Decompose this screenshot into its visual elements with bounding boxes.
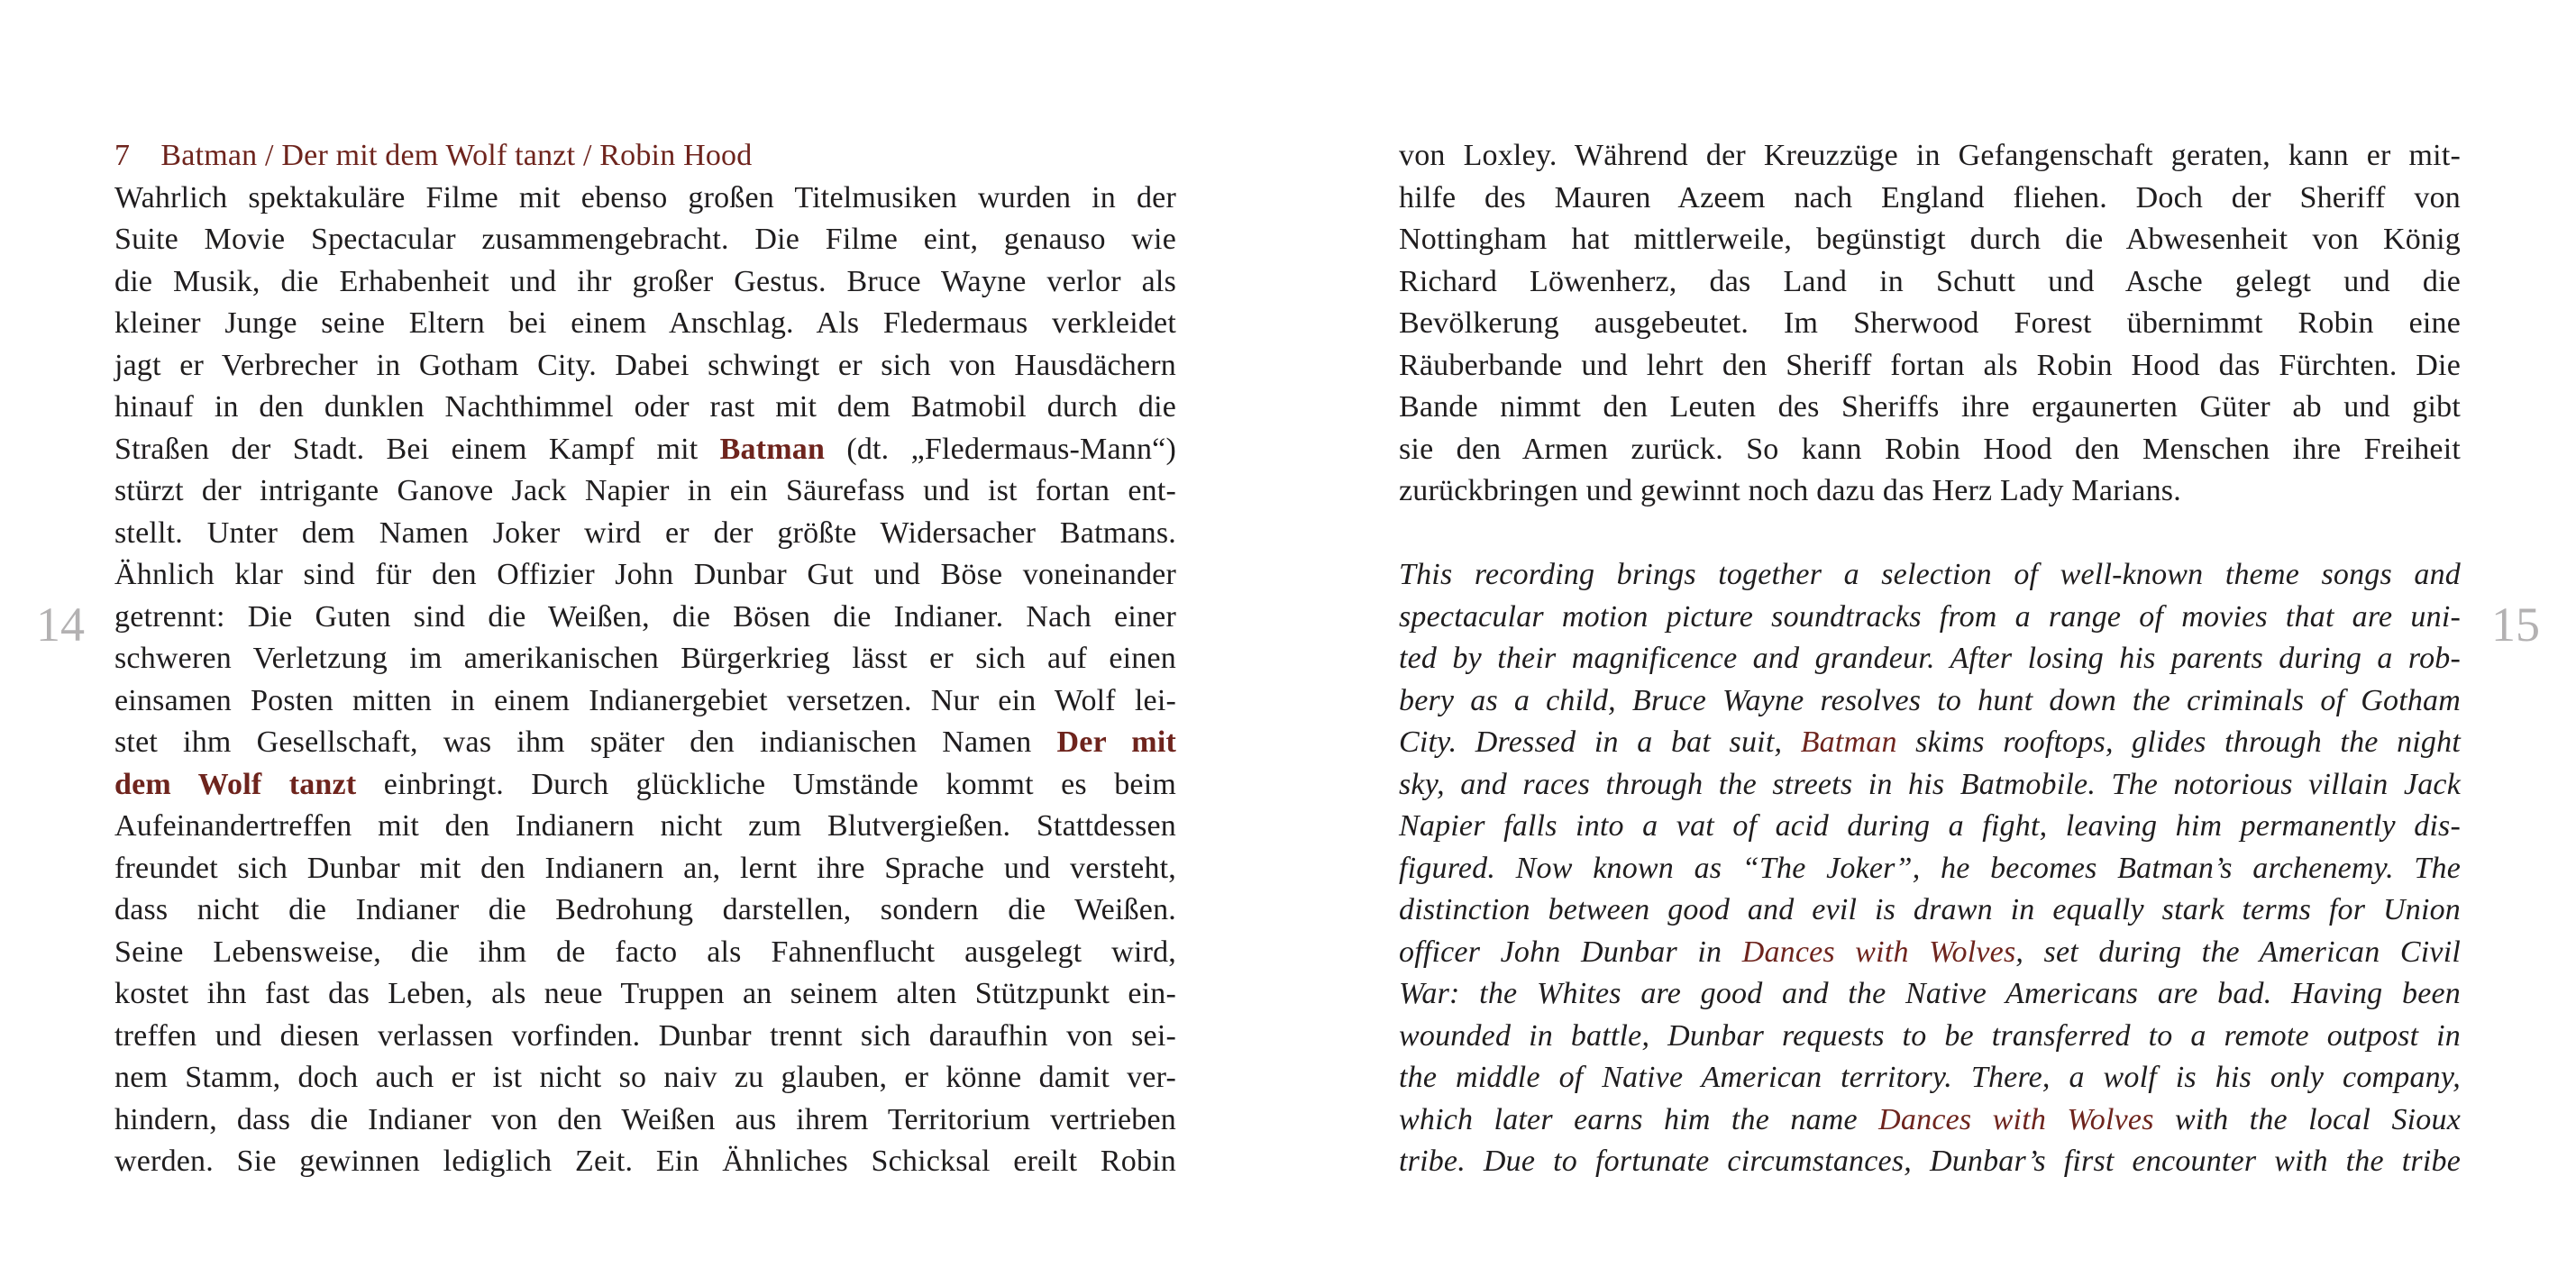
translation-line-en: distinction between good and evil is drawn in equally stark terms for Union [1399, 893, 2461, 926]
body-line-de: zurückbringen und gewinnt noch dazu das Herz Lady Marians. [1399, 474, 2181, 507]
body-line-de: nem Stamm, doch auch er ist nicht so naiv zu glauben, er könne damit ver- [114, 1061, 1176, 1094]
body-line-de: Straßen der Stadt. Bei einem Kampf mit Batman (dt. „Fledermaus-Mann“) [114, 432, 1176, 466]
body-line-de: hinauf in den dunklen Nachthimmel oder rast mit dem Batmobil durch die [114, 390, 1176, 424]
translation-line-en: spectacular motion picture soundtracks from a range of movies that are uni- [1399, 599, 2461, 634]
translation-line-en: the middle of Native American territory. There, a wolf is his only company, [1399, 1061, 2461, 1094]
page-number-right: 15 [2491, 597, 2540, 652]
body-line-de: werden. Sie gewinnen lediglich Zeit. Ein Ähnliches Schicksal ereilt Robin [114, 1145, 1176, 1178]
highlighted-title: Dances with Wolves [1878, 1102, 2154, 1136]
body-line-de: die Musik, die Erhabenheit und ihr großer Gestus. Bruce Wayne verlor als [114, 264, 1176, 298]
body-line-de: schweren Verletzung im amerikanischen Bürgerkrieg lässt er sich auf einen [114, 642, 1176, 675]
body-line-de: Ähnlich klar sind für den Offizier John Dunbar Gut und Böse voneinander [114, 558, 1176, 591]
translation-line-en: ted by their magnificence and grandeur. After losing his parents during a rob- [1399, 642, 2461, 675]
body-line-de: freundet sich Dunbar mit den Indianern an, lernt ihre Sprache und versteht, [114, 851, 1176, 885]
body-line-de: getrennt: Die Guten sind die Weißen, die Bösen die Indianer. Nach einer [114, 599, 1176, 634]
body-line-de: Räuberbande und lehrt den Sheriff fortan als Robin Hood das Fürchten. Die [1399, 348, 2461, 382]
highlighted-title: Dances with Wolves [1741, 935, 2016, 969]
body-line-de: einsamen Posten mitten in einem Indianergebiet versetzen. Nur ein Wolf lei- [114, 683, 1176, 717]
body-line-de: dem Wolf tanzt einbringt. Durch glückliche Umstände kommt es beim [114, 767, 1176, 801]
highlighted-title: Der mit [1056, 725, 1176, 759]
body-line-de: Bande nimmt den Leuten des Sheriffs ihre ergaunerten Güter ab und gibt [1399, 390, 2461, 424]
translation-line-en: tribe. Due to fortunate circumstances, Dunbar’s first encounter with the tribe [1399, 1145, 2461, 1178]
right-page-text-column [1399, 135, 2461, 1183]
body-line-de: Bevölkerung ausgebeutet. Im Sherwood Forest übernimmt Robin eine [1399, 306, 2461, 340]
translation-line-en: officer John Dunbar in Dances with Wolves, set during the American Civil [1399, 935, 2461, 969]
highlighted-title: Batman [1800, 725, 1897, 759]
body-line-de: kostet ihn fast das Leben, als neue Truppen an seinem alten Stützpunkt ein- [114, 977, 1176, 1010]
body-line-de: hindern, dass die Indianer von den Weißen aus ihrem Territorium vertrieben [114, 1102, 1176, 1136]
highlighted-title: Batman [719, 432, 826, 466]
body-line-de: sie den Armen zurück. So kann Robin Hood den Menschen ihre Freiheit [1399, 432, 2461, 466]
translation-line-en: sky, and races through the streets in his Batmobile. The notorious villain Jack [1399, 767, 2461, 801]
translation-line-en: City. Dressed in a bat suit, Batman skims rooftops, glides through the night [1399, 725, 2461, 759]
section-heading [114, 135, 1176, 178]
body-line-de: Suite Movie Spectacular zusammengebracht. Die Filme eint, genauso wie [114, 223, 1176, 256]
body-line-de: jagt er Verbrecher in Gotham City. Dabei schwingt er sich von Hausdächern [114, 348, 1176, 382]
body-line-de: stellt. Unter dem Namen Joker wird er der größte Widersacher Batmans. [114, 515, 1176, 550]
highlighted-title: dem Wolf tanzt [114, 767, 357, 801]
body-line-de: hilfe des Mauren Azeem nach England fliehen. Doch der Sheriff von [1399, 180, 2461, 214]
body-line-de: Richard Löwenherz, das Land in Schutt und Asche gelegt und die [1399, 264, 2461, 298]
page-number-left: 14 [36, 597, 85, 652]
body-line-de: stet ihm Gesellschaft, was ihm später den indianischen Namen Der mit [114, 725, 1176, 759]
translation-line-en: figured. Now known as “The Joker”, he becomes Batman’s archenemy. The [1399, 851, 2461, 885]
translation-line-en: wounded in battle, Dunbar requests to be transferred to a remote outpost in [1399, 1018, 2461, 1053]
body-line-de: Seine Lebensweise, die ihm de facto als Fahnenflucht ausgelegt wird, [114, 935, 1176, 969]
translation-line-en: Napier falls into a vat of acid during a fight, leaving him permanently dis- [1399, 809, 2461, 843]
body-line-de: Nottingham hat mittlerweile, begünstigt durch die Abwesenheit von König [1399, 223, 2461, 256]
translation-line-en: bery as a child, Bruce Wayne resolves to hunt down the criminals of Gotham [1399, 683, 2461, 717]
highlighted-title: 7 Batman / Der mit dem Wolf tanzt / Robin Hood [114, 139, 753, 172]
left-page-text-column [114, 135, 1176, 1183]
body-line-de: dass nicht die Indianer die Bedrohung darstellen, sondern die Weißen. [114, 893, 1176, 926]
translation-line-en: This recording brings together a selection of well-known theme songs and [1399, 558, 2461, 591]
body-line-de: Aufeinandertreffen mit den Indianern nicht zum Blutvergießen. Stattdessen [114, 809, 1176, 843]
body-line-de: treffen und diesen verlassen vorfinden. Dunbar trennt sich daraufhin von sei- [114, 1018, 1176, 1053]
body-line-de: von Loxley. Während der Kreuzzüge in Gefangenschaft geraten, kann er mit- [1399, 139, 2461, 172]
translation-line-en: which later earns him the name Dances with Wolves with the local Sioux [1399, 1102, 2461, 1136]
translation-line-en: War: the Whites are good and the Native Americans are bad. Having been [1399, 977, 2461, 1010]
body-line-de: Wahrlich spektakuläre Filme mit ebenso großen Titelmusiken wurden in der [114, 180, 1176, 214]
body-line-de: stürzt der intrigante Ganove Jack Napier in ein Säurefass und ist fortan ent- [114, 474, 1176, 507]
paragraph-gap [1399, 513, 2461, 555]
body-line-de: kleiner Junge seine Eltern bei einem Anschlag. Als Fledermaus verkleidet [114, 306, 1176, 340]
